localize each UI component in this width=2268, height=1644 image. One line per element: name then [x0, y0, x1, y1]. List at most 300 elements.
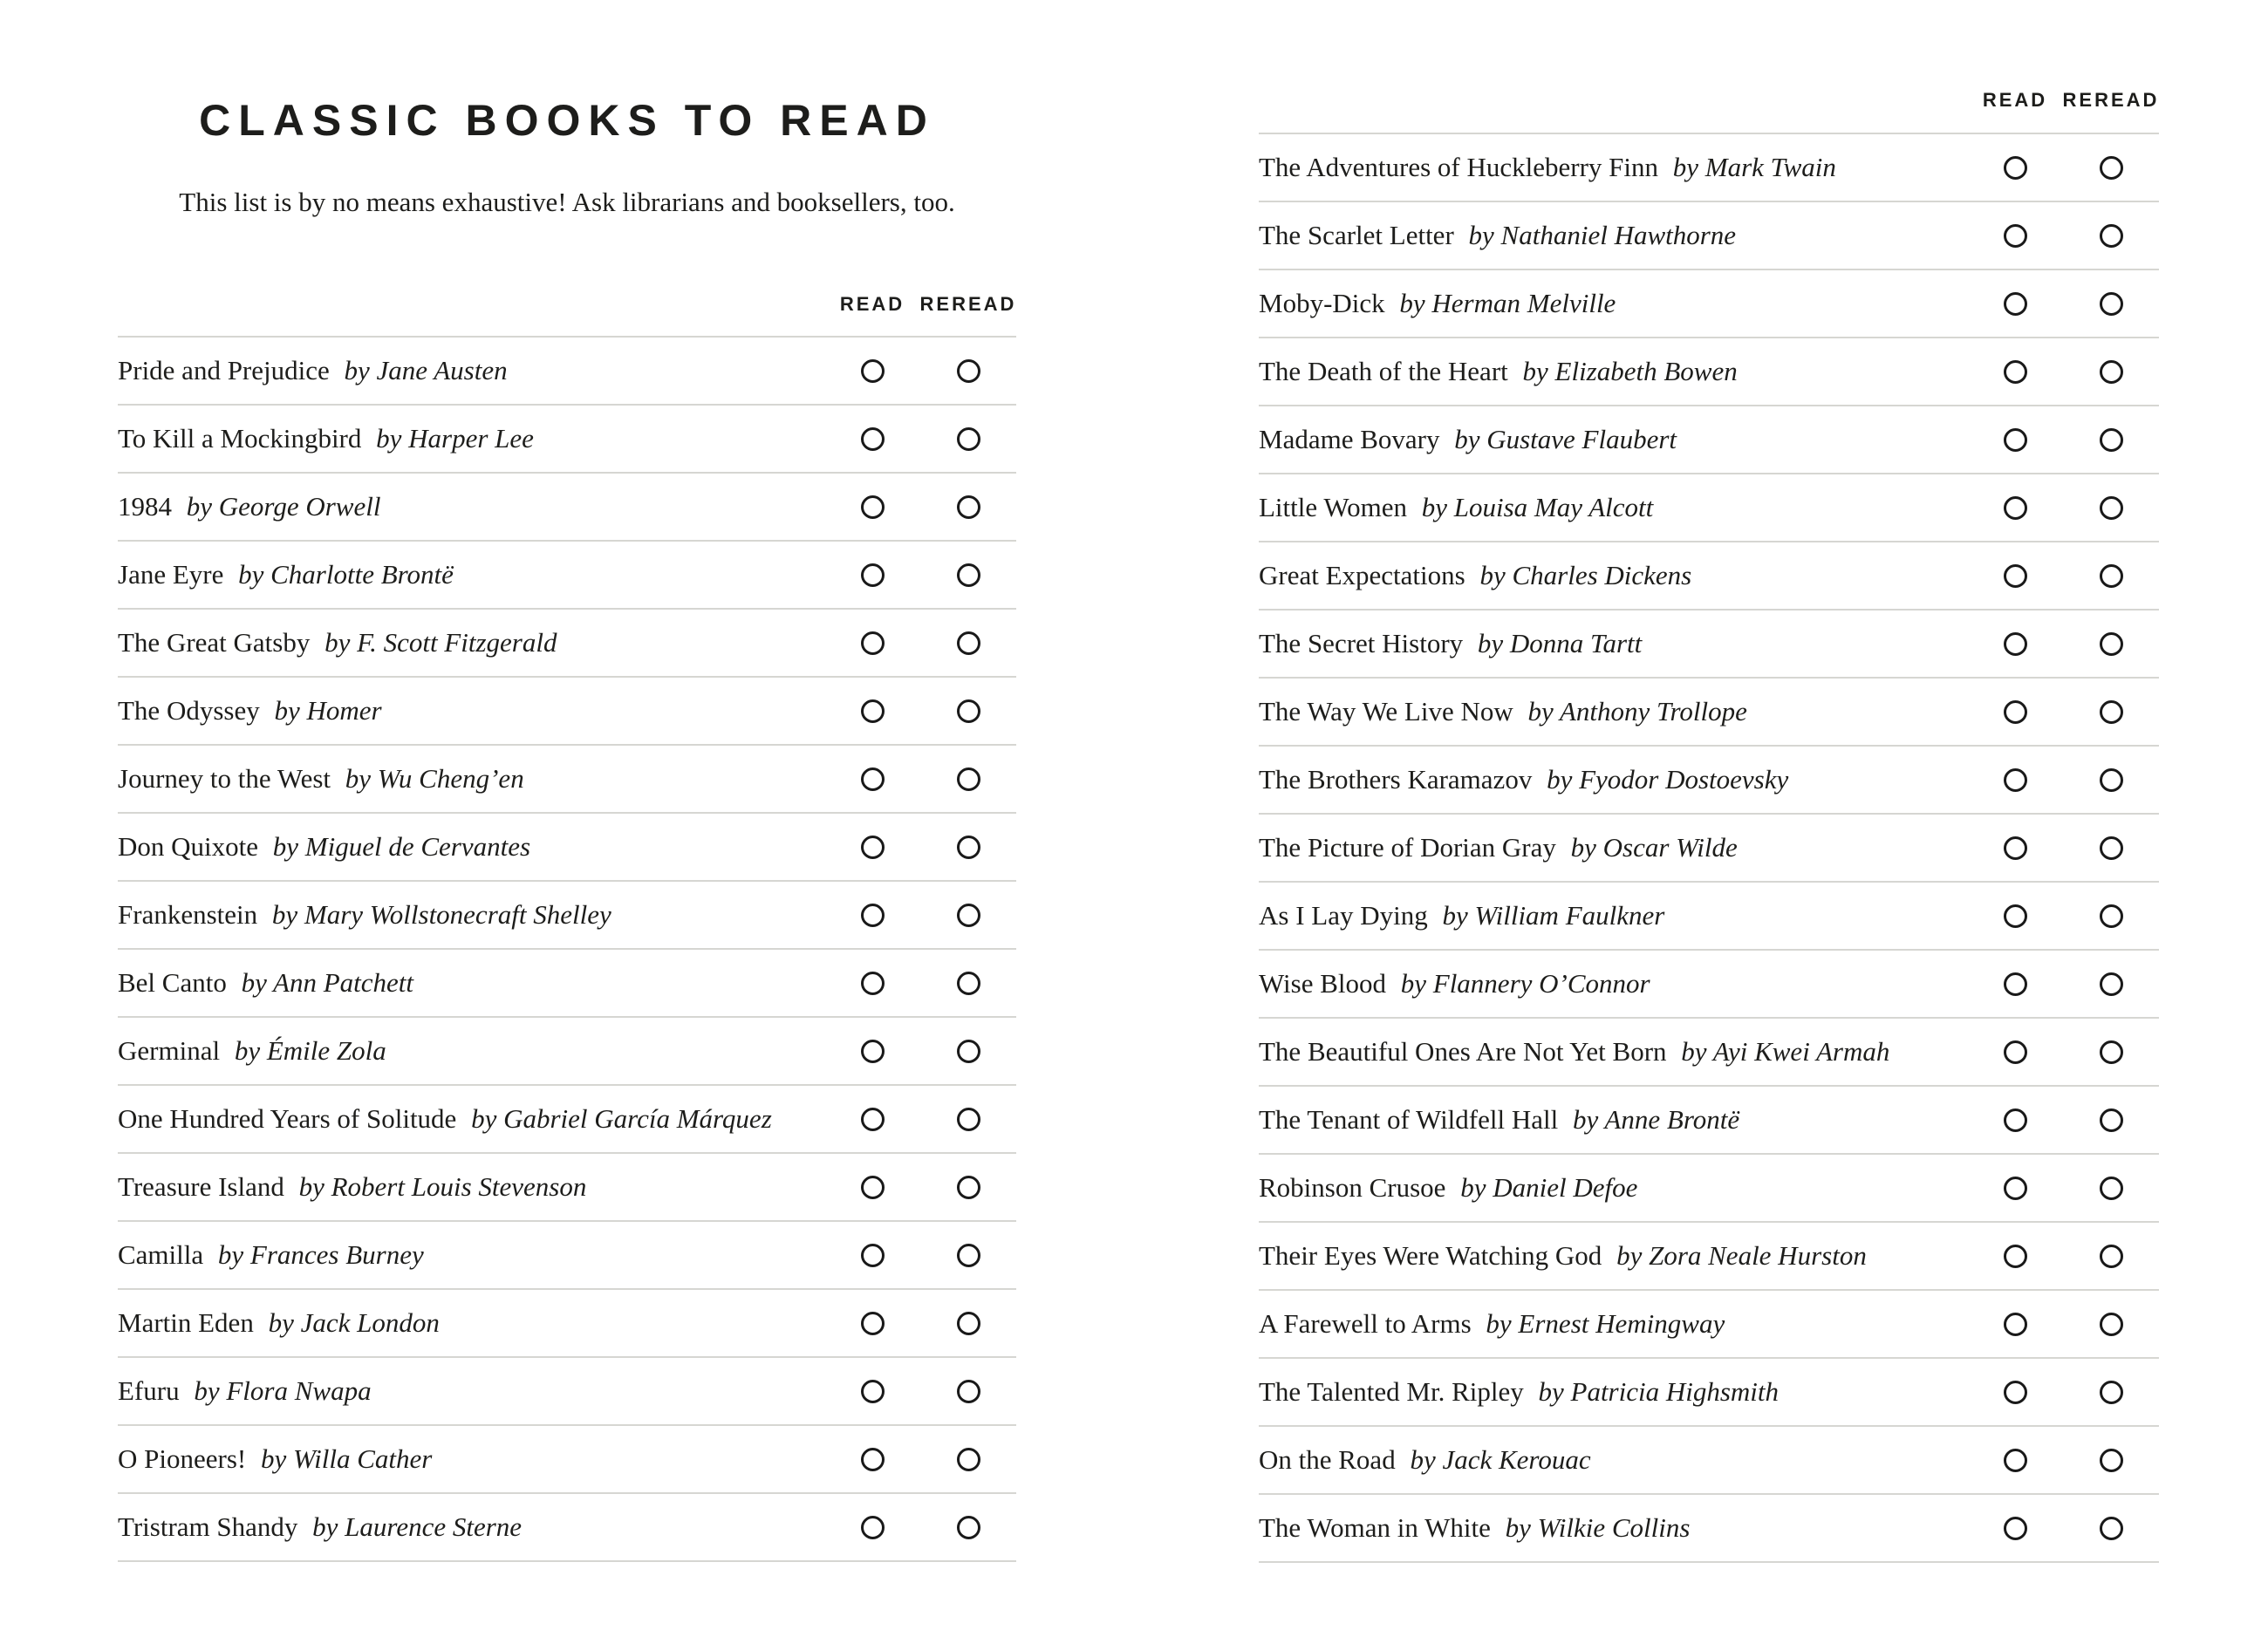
book-author: by Gustave Flaubert: [1454, 424, 1677, 454]
book-title: To Kill a Mockingbird: [118, 423, 362, 454]
book-author: by Louisa May Alcott: [1421, 492, 1654, 522]
read-column-header: READ: [839, 293, 905, 315]
book-title: The Scarlet Letter: [1259, 220, 1454, 250]
left-book-list: [118, 336, 1016, 1562]
book-label: [1259, 1445, 1967, 1475]
book-title: The Great Gatsby: [118, 627, 311, 658]
book-author: by Ernest Hemingway: [1486, 1308, 1725, 1339]
reread-checkbox[interactable]: [2100, 1313, 2123, 1336]
reread-checkbox[interactable]: [2100, 904, 2123, 928]
read-cell: [824, 767, 920, 791]
reread-checkbox[interactable]: [957, 904, 980, 927]
book-row: [118, 472, 1016, 540]
book-title: On the Road: [1259, 1444, 1396, 1475]
book-row: [1259, 473, 2159, 541]
book-label: [118, 424, 824, 454]
read-cell: [824, 1380, 920, 1403]
book-title: Wise Blood: [1259, 968, 1386, 999]
book-label: [118, 1512, 824, 1542]
read-cell: [824, 631, 920, 655]
reread-checkbox[interactable]: [957, 699, 980, 723]
read-cell: [824, 1040, 920, 1063]
reread-checkbox[interactable]: [957, 359, 980, 383]
read-column-header: READ: [1982, 89, 2048, 111]
reread-cell: [920, 904, 1016, 927]
read-cell: [1967, 224, 2063, 248]
book-author: by Herman Melville: [1399, 288, 1616, 318]
reread-cell: [920, 1516, 1016, 1539]
read-cell: [1967, 972, 2063, 996]
read-checkbox[interactable]: [861, 1312, 885, 1335]
reread-cell: [2063, 1449, 2159, 1472]
book-label: [118, 1240, 824, 1270]
reread-checkbox[interactable]: [957, 767, 980, 791]
book-label: [118, 1444, 824, 1474]
read-checkbox[interactable]: [2004, 156, 2027, 180]
reread-cell: [2063, 1313, 2159, 1336]
book-row: [118, 676, 1016, 744]
read-cell: [1967, 768, 2063, 792]
book-label: [118, 492, 824, 522]
book-label: [118, 900, 824, 930]
book-title: Pride and Prejudice: [118, 355, 330, 385]
reread-checkbox[interactable]: [2100, 496, 2123, 520]
book-title: A Farewell to Arms: [1259, 1308, 1472, 1339]
book-row: [1259, 609, 2159, 677]
reread-cell: [920, 1108, 1016, 1131]
read-cell: [824, 836, 920, 859]
read-cell: [824, 1108, 920, 1131]
reread-cell: [2063, 1040, 2159, 1064]
read-checkbox[interactable]: [2004, 1313, 2027, 1336]
reread-cell: [2063, 360, 2159, 384]
reread-cell: [2063, 768, 2159, 792]
page-subtitle: This list is by no means exhaustive! Ask librarians and booksellers, too.: [179, 187, 955, 217]
book-label: [1259, 493, 1967, 522]
read-checkbox[interactable]: [861, 767, 885, 791]
reread-cell: [2063, 1245, 2159, 1268]
book-title: The Beautiful Ones Are Not Yet Born: [1259, 1036, 1667, 1067]
reread-cell: [2063, 700, 2159, 724]
book-label: [118, 1308, 824, 1338]
reread-column-header: REREAD: [919, 293, 1017, 315]
book-title: 1984: [118, 491, 172, 522]
read-cell: [1967, 1381, 2063, 1404]
book-label: [1259, 1309, 1967, 1339]
reread-cell: [920, 1176, 1016, 1199]
reread-checkbox[interactable]: [2100, 224, 2123, 248]
reread-cell: [920, 359, 1016, 383]
book-author: by Flannery O’Connor: [1400, 968, 1650, 999]
read-checkbox[interactable]: [2004, 1517, 2027, 1540]
book-label: [1259, 1241, 1967, 1271]
book-row: [1259, 881, 2159, 949]
right-book-list: [1259, 133, 2159, 1563]
book-author: by Zora Neale Hurston: [1616, 1240, 1867, 1271]
read-checkbox[interactable]: [861, 1244, 885, 1267]
reread-checkbox[interactable]: [2100, 768, 2123, 792]
read-checkbox[interactable]: [861, 427, 885, 451]
book-row: [1259, 201, 2159, 269]
book-label: [1259, 697, 1967, 726]
reread-checkbox[interactable]: [2100, 700, 2123, 724]
reread-checkbox[interactable]: [957, 972, 980, 995]
book-author: by Anthony Trollope: [1527, 696, 1747, 726]
reread-cell: [2063, 292, 2159, 316]
book-row: [1259, 405, 2159, 473]
book-label: [1259, 1173, 1967, 1203]
book-title: O Pioneers!: [118, 1443, 247, 1474]
read-cell: [824, 1176, 920, 1199]
book-title: The Adventures of Huckleberry Finn: [1259, 152, 1658, 182]
read-checkbox[interactable]: [2004, 768, 2027, 792]
read-checkbox[interactable]: [861, 1108, 885, 1131]
book-label: [1259, 1513, 1967, 1543]
read-checkbox[interactable]: [2004, 1449, 2027, 1472]
book-author: by Harper Lee: [376, 423, 534, 454]
reread-checkbox[interactable]: [957, 1244, 980, 1267]
book-label: [1259, 561, 1967, 590]
book-row: [1259, 1493, 2159, 1561]
read-cell: [1967, 496, 2063, 520]
reread-checkbox[interactable]: [957, 1312, 980, 1335]
book-title: As I Lay Dying: [1259, 900, 1428, 931]
book-row: [1259, 1221, 2159, 1289]
read-cell: [1967, 632, 2063, 656]
reread-checkbox[interactable]: [957, 1448, 980, 1471]
book-row: [118, 1220, 1016, 1288]
read-cell: [824, 1516, 920, 1539]
read-cell: [1967, 360, 2063, 384]
book-author: by Miguel de Cervantes: [272, 831, 531, 862]
read-cell: [1967, 1313, 2063, 1336]
book-row: [1259, 1357, 2159, 1425]
book-row: [1259, 133, 2159, 201]
book-row: [118, 336, 1016, 404]
read-checkbox[interactable]: [2004, 564, 2027, 588]
read-cell: [1967, 1449, 2063, 1472]
book-author: by William Faulkner: [1442, 900, 1665, 931]
book-row: [118, 948, 1016, 1016]
book-author: by Charles Dickens: [1479, 560, 1692, 590]
book-author: by Mark Twain: [1672, 152, 1836, 182]
read-checkbox[interactable]: [861, 359, 885, 383]
book-title: Journey to the West: [118, 763, 331, 794]
book-title: Camilla: [118, 1239, 204, 1270]
read-checkbox[interactable]: [2004, 1245, 2027, 1268]
read-checkbox[interactable]: [861, 631, 885, 655]
reread-cell: [2063, 836, 2159, 860]
reread-cell: [920, 1448, 1016, 1471]
book-title: Bel Canto: [118, 967, 227, 998]
book-row: [118, 540, 1016, 608]
right-column: [1259, 0, 2159, 1644]
book-author: by Gabriel García Márquez: [471, 1103, 772, 1134]
book-author: by Robert Louis Stevenson: [298, 1171, 587, 1202]
book-author: by Elizabeth Bowen: [1522, 356, 1738, 386]
reread-column-header: REREAD: [2062, 89, 2160, 111]
book-author: by Oscar Wilde: [1570, 832, 1738, 863]
book-title: The Talented Mr. Ripley: [1259, 1376, 1524, 1407]
reread-checkbox[interactable]: [2100, 428, 2123, 452]
reread-checkbox[interactable]: [2100, 360, 2123, 384]
page-title: CLASSIC BOOKS TO READ: [199, 96, 935, 145]
book-author: by Frances Burney: [217, 1239, 424, 1270]
reread-cell: [920, 1244, 1016, 1267]
book-author: by Mary Wollstonecraft Shelley: [271, 899, 611, 930]
book-title: Robinson Crusoe: [1259, 1172, 1446, 1203]
book-label: [118, 1104, 824, 1134]
book-row: [1259, 1425, 2159, 1493]
reread-checkbox[interactable]: [957, 1108, 980, 1131]
reread-checkbox[interactable]: [957, 1380, 980, 1403]
book-label: [1259, 425, 1967, 454]
book-title: Treasure Island: [118, 1171, 284, 1202]
read-checkbox[interactable]: [861, 1176, 885, 1199]
book-title: One Hundred Years of Solitude: [118, 1103, 457, 1134]
reread-checkbox[interactable]: [957, 1040, 980, 1063]
read-cell: [1967, 1517, 2063, 1540]
read-checkbox[interactable]: [861, 836, 885, 859]
reread-cell: [920, 563, 1016, 587]
reread-cell: [2063, 1177, 2159, 1200]
book-title: Germinal: [118, 1035, 221, 1066]
book-label: [1259, 1037, 1967, 1067]
reread-cell: [920, 1380, 1016, 1403]
book-label: [118, 1172, 824, 1202]
read-checkbox[interactable]: [2004, 1109, 2027, 1132]
book-row: [118, 812, 1016, 880]
book-title: The Way We Live Now: [1259, 696, 1513, 726]
reread-checkbox[interactable]: [957, 1176, 980, 1199]
book-row: [118, 1356, 1016, 1424]
book-label: [1259, 289, 1967, 318]
read-checkbox[interactable]: [861, 972, 885, 995]
book-label: [1259, 357, 1967, 386]
book-row: [118, 744, 1016, 812]
book-row: [1259, 337, 2159, 405]
book-label: [118, 1376, 824, 1406]
reread-checkbox[interactable]: [2100, 632, 2123, 656]
book-author: by George Orwell: [186, 491, 381, 522]
book-row: [1259, 269, 2159, 337]
book-author: by Patricia Highsmith: [1538, 1376, 1780, 1407]
book-author: by Ann Patchett: [241, 967, 414, 998]
left-column: [118, 0, 1016, 1644]
read-cell: [824, 1312, 920, 1335]
reread-cell: [920, 767, 1016, 791]
book-author: by Laurence Sterne: [312, 1511, 523, 1542]
book-row: [1259, 1289, 2159, 1357]
reread-checkbox[interactable]: [957, 495, 980, 519]
book-label: [118, 628, 824, 658]
read-checkbox[interactable]: [2004, 428, 2027, 452]
book-row: [118, 1084, 1016, 1152]
book-row: [118, 608, 1016, 676]
reread-checkbox[interactable]: [2100, 1381, 2123, 1404]
book-label: [118, 764, 824, 794]
book-author: by Jane Austen: [344, 355, 508, 385]
book-author: by Willa Cather: [260, 1443, 433, 1474]
read-cell: [1967, 156, 2063, 180]
book-row: [1259, 541, 2159, 609]
book-row: [118, 404, 1016, 472]
book-title: Don Quixote: [118, 831, 259, 862]
book-label: [1259, 765, 1967, 795]
read-checkbox[interactable]: [2004, 904, 2027, 928]
book-row: [118, 1152, 1016, 1220]
reread-cell: [2063, 632, 2159, 656]
book-row: [1259, 813, 2159, 881]
read-cell: [1967, 292, 2063, 316]
book-title: Their Eyes Were Watching God: [1259, 1240, 1602, 1271]
book-row: [1259, 949, 2159, 1017]
right-table-header: [1259, 91, 2159, 110]
read-cell: [824, 699, 920, 723]
read-cell: [1967, 1040, 2063, 1064]
read-cell: [824, 904, 920, 927]
reread-checkbox[interactable]: [2100, 156, 2123, 180]
book-author: by Jack London: [268, 1307, 440, 1338]
reread-checkbox[interactable]: [2100, 1517, 2123, 1540]
reread-checkbox[interactable]: [957, 631, 980, 655]
reread-cell: [920, 631, 1016, 655]
book-row: [1259, 745, 2159, 813]
read-checkbox[interactable]: [861, 1380, 885, 1403]
read-checkbox[interactable]: [2004, 632, 2027, 656]
read-cell: [1967, 564, 2063, 588]
reread-cell: [2063, 972, 2159, 996]
book-title: The Brothers Karamazov: [1259, 764, 1533, 795]
read-cell: [824, 972, 920, 995]
book-row: [1259, 1085, 2159, 1153]
read-checkbox[interactable]: [2004, 224, 2027, 248]
book-author: by F. Scott Fitzgerald: [324, 627, 557, 658]
read-checkbox[interactable]: [861, 904, 885, 927]
reread-checkbox[interactable]: [957, 563, 980, 587]
book-label: [1259, 901, 1967, 931]
reread-checkbox[interactable]: [2100, 972, 2123, 996]
book-label: [118, 356, 824, 385]
read-cell: [1967, 700, 2063, 724]
book-author: by Donna Tartt: [1477, 628, 1643, 658]
read-cell: [1967, 904, 2063, 928]
reread-cell: [2063, 156, 2159, 180]
reread-cell: [2063, 224, 2159, 248]
reread-checkbox[interactable]: [2100, 1177, 2123, 1200]
book-row: [118, 1424, 1016, 1492]
reread-checkbox[interactable]: [2100, 1245, 2123, 1268]
reread-checkbox[interactable]: [2100, 564, 2123, 588]
book-row: [1259, 1153, 2159, 1221]
book-label: [118, 832, 824, 862]
read-cell: [824, 1448, 920, 1471]
book-author: by Jack Kerouac: [1410, 1444, 1591, 1475]
read-checkbox[interactable]: [2004, 292, 2027, 316]
book-title: Martin Eden: [118, 1307, 254, 1338]
read-checkbox[interactable]: [861, 699, 885, 723]
reread-checkbox[interactable]: [957, 836, 980, 859]
read-cell: [824, 427, 920, 451]
read-checkbox[interactable]: [2004, 836, 2027, 860]
read-checkbox[interactable]: [861, 1448, 885, 1471]
book-author: by Ayi Kwei Armah: [1681, 1036, 1890, 1067]
book-author: by Charlotte Brontë: [238, 559, 454, 590]
book-label: [118, 1036, 824, 1066]
reread-checkbox[interactable]: [957, 427, 980, 451]
reread-checkbox[interactable]: [2100, 1109, 2123, 1132]
book-title: Efuru: [118, 1375, 180, 1406]
reread-cell: [920, 699, 1016, 723]
book-author: by Nathaniel Hawthorne: [1468, 220, 1737, 250]
book-title: The Woman in White: [1259, 1512, 1491, 1543]
reread-cell: [2063, 1381, 2159, 1404]
reread-checkbox[interactable]: [2100, 1449, 2123, 1472]
reread-cell: [2063, 1109, 2159, 1132]
read-checkbox[interactable]: [2004, 700, 2027, 724]
reread-checkbox[interactable]: [2100, 1040, 2123, 1064]
book-author: by Wu Cheng’en: [345, 763, 524, 794]
reread-cell: [920, 495, 1016, 519]
book-row: [118, 1492, 1016, 1560]
read-checkbox[interactable]: [861, 563, 885, 587]
read-cell: [824, 1244, 920, 1267]
book-title: Little Women: [1259, 492, 1407, 522]
book-label: [1259, 1105, 1967, 1135]
read-checkbox[interactable]: [861, 1040, 885, 1063]
read-checkbox[interactable]: [861, 1516, 885, 1539]
book-title: Tristram Shandy: [118, 1511, 298, 1542]
reread-checkbox[interactable]: [2100, 836, 2123, 860]
book-title: The Secret History: [1259, 628, 1464, 658]
read-cell: [824, 563, 920, 587]
read-checkbox[interactable]: [2004, 1040, 2027, 1064]
reread-cell: [920, 972, 1016, 995]
book-author: by Wilkie Collins: [1505, 1512, 1691, 1543]
book-title: The Odyssey: [118, 695, 260, 726]
read-checkbox[interactable]: [861, 495, 885, 519]
reread-checkbox[interactable]: [957, 1516, 980, 1539]
read-cell: [1967, 428, 2063, 452]
book-label: [118, 696, 824, 726]
reread-cell: [920, 836, 1016, 859]
book-author: by Anne Brontë: [1572, 1104, 1740, 1135]
book-label: [1259, 833, 1967, 863]
book-author: by Flora Nwapa: [194, 1375, 372, 1406]
read-checkbox[interactable]: [2004, 1381, 2027, 1404]
book-title: Frankenstein: [118, 899, 258, 930]
book-row: [1259, 677, 2159, 745]
book-author: by Daniel Defoe: [1460, 1172, 1638, 1203]
book-title: Great Expectations: [1259, 560, 1465, 590]
book-label: [1259, 629, 1967, 658]
reread-checkbox[interactable]: [2100, 292, 2123, 316]
read-checkbox[interactable]: [2004, 972, 2027, 996]
reread-cell: [920, 1312, 1016, 1335]
reread-cell: [2063, 904, 2159, 928]
book-label: [1259, 153, 1967, 182]
book-label: [118, 968, 824, 998]
book-row: [1259, 1017, 2159, 1085]
read-checkbox[interactable]: [2004, 1177, 2027, 1200]
read-checkbox[interactable]: [2004, 360, 2027, 384]
book-author: by Fyodor Dostoevsky: [1547, 764, 1789, 795]
book-label: [1259, 969, 1967, 999]
read-checkbox[interactable]: [2004, 496, 2027, 520]
book-author: by Homer: [274, 695, 382, 726]
reread-cell: [2063, 428, 2159, 452]
read-cell: [824, 495, 920, 519]
